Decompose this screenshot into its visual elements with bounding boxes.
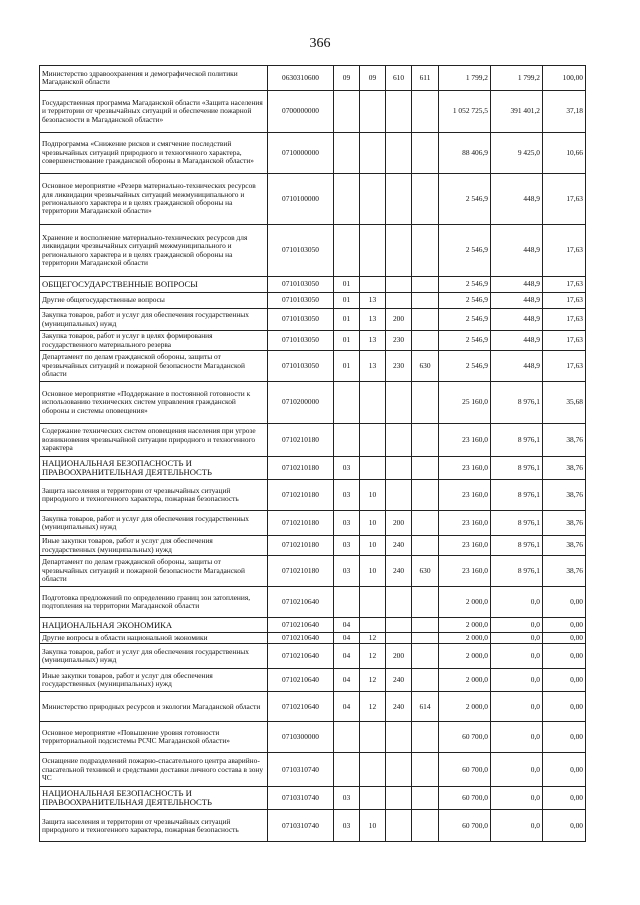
row-name-cell: Государственная программа Магаданской области «Защита населения и территории от чрезвычайных ситуаций и обеспечение пожарной безопасности в Магаданской области» <box>40 91 268 133</box>
row-kv-cell: 630 <box>412 556 439 587</box>
row-name-cell: НАЦИОНАЛЬНАЯ БЕЗОПАСНОСТЬ И ПРАВООХРАНИТЕЛЬНАЯ ДЕЯТЕЛЬНОСТЬ <box>40 787 268 810</box>
row-csr-cell: 0710000000 <box>268 133 334 174</box>
table-row <box>40 382 586 424</box>
row-vr-cell: 200 <box>386 309 412 331</box>
row-rz-cell: 04 <box>334 633 360 644</box>
row-plan-cell: 60 700,0 <box>439 810 491 842</box>
row-pr-cell <box>360 91 386 133</box>
row-plan-cell: 2 000,0 <box>439 644 491 669</box>
row-plan-cell: 2 546,9 <box>439 293 491 309</box>
row-csr-cell: 0710103050 <box>268 225 334 277</box>
row-vr-cell <box>386 810 412 842</box>
row-vr-cell <box>386 457 412 480</box>
row-plan-cell: 2 000,0 <box>439 669 491 692</box>
row-csr-cell: 0700000000 <box>268 91 334 133</box>
row-percent-cell: 0,00 <box>543 587 586 618</box>
row-plan-cell: 60 700,0 <box>439 787 491 810</box>
row-csr-cell: 0710310740 <box>268 787 334 810</box>
row-percent-cell: 10,66 <box>543 133 586 174</box>
row-percent-cell: 38,76 <box>543 457 586 480</box>
table-row <box>40 810 586 842</box>
row-vr-cell: 240 <box>386 669 412 692</box>
row-rz-cell <box>334 587 360 618</box>
row-pr-cell: 13 <box>360 293 386 309</box>
row-rz-cell: 01 <box>334 309 360 331</box>
row-rz-cell <box>334 753 360 787</box>
row-rz-cell: 03 <box>334 787 360 810</box>
row-kv-cell <box>412 382 439 424</box>
row-rz-cell <box>334 91 360 133</box>
row-percent-cell: 0,00 <box>543 633 586 644</box>
row-percent-cell: 17,63 <box>543 309 586 331</box>
row-plan-cell: 2 546,9 <box>439 351 491 382</box>
row-plan-cell: 88 406,9 <box>439 133 491 174</box>
row-rz-cell: 01 <box>334 331 360 351</box>
row-kv-cell <box>412 225 439 277</box>
row-vr-cell <box>386 133 412 174</box>
table-row <box>40 277 586 293</box>
row-kv-cell <box>412 331 439 351</box>
row-csr-cell: 0710210180 <box>268 556 334 587</box>
table-row <box>40 424 586 457</box>
row-vr-cell <box>386 787 412 810</box>
page-number: 366 <box>309 36 331 51</box>
row-fact-cell: 9 425,0 <box>491 133 543 174</box>
row-plan-cell: 23 160,0 <box>439 556 491 587</box>
row-plan-cell: 2 000,0 <box>439 587 491 618</box>
row-kv-cell <box>412 480 439 511</box>
row-fact-cell: 0,0 <box>491 669 543 692</box>
row-vr-cell: 230 <box>386 331 412 351</box>
row-plan-cell: 1 799,2 <box>439 66 491 91</box>
row-kv-cell <box>412 633 439 644</box>
table-row <box>40 293 586 309</box>
row-rz-cell: 03 <box>334 536 360 556</box>
row-csr-cell: 0710210640 <box>268 587 334 618</box>
row-fact-cell: 1 799,2 <box>491 66 543 91</box>
row-pr-cell: 13 <box>360 351 386 382</box>
row-pr-cell: 10 <box>360 480 386 511</box>
row-percent-cell: 0,00 <box>543 722 586 753</box>
row-fact-cell: 391 401,2 <box>491 91 543 133</box>
row-name-cell: Закупка товаров, работ и услуг в целях формирования государственного материального резерва <box>40 331 268 351</box>
row-name-cell: НАЦИОНАЛЬНАЯ БЕЗОПАСНОСТЬ И ПРАВООХРАНИТЕЛЬНАЯ ДЕЯТЕЛЬНОСТЬ <box>40 457 268 480</box>
row-name-cell: Хранение и восполнение материально-технических ресурсов для ликвидации чрезвычайных ситуаций межмуниципального и регионального характера и в целях гражданской обороны на территории Магаданской области <box>40 225 268 277</box>
row-vr-cell <box>386 480 412 511</box>
table-row <box>40 692 586 722</box>
row-csr-cell: 0710310740 <box>268 753 334 787</box>
row-fact-cell: 448,9 <box>491 277 543 293</box>
row-percent-cell: 17,63 <box>543 225 586 277</box>
row-name-cell: ОБЩЕГОСУДАРСТВЕННЫЕ ВОПРОСЫ <box>40 277 268 293</box>
row-rz-cell: 01 <box>334 277 360 293</box>
row-name-cell: Защита населения и территории от чрезвычайных ситуаций природного и техногенного характера, пожарная безопасность <box>40 810 268 842</box>
row-fact-cell: 0,0 <box>491 753 543 787</box>
row-percent-cell: 0,00 <box>543 810 586 842</box>
row-pr-cell <box>360 133 386 174</box>
row-fact-cell: 448,9 <box>491 174 543 225</box>
row-vr-cell: 240 <box>386 536 412 556</box>
row-csr-cell: 0710100000 <box>268 174 334 225</box>
table-row <box>40 556 586 587</box>
row-name-cell: НАЦИОНАЛЬНАЯ ЭКОНОМИКА <box>40 618 268 633</box>
row-csr-cell: 0710210180 <box>268 536 334 556</box>
row-percent-cell: 17,63 <box>543 331 586 351</box>
row-vr-cell <box>386 633 412 644</box>
row-kv-cell <box>412 424 439 457</box>
row-percent-cell: 38,76 <box>543 556 586 587</box>
row-rz-cell: 03 <box>334 810 360 842</box>
row-name-cell: Основное мероприятие «Резерв материально-технических ресурсов для ликвидации чрезвычайных ситуаций межмуниципального и регионального характера и в целях гражданской обороны на территории Магаданской области» <box>40 174 268 225</box>
row-percent-cell: 17,63 <box>543 277 586 293</box>
row-fact-cell: 0,0 <box>491 587 543 618</box>
row-vr-cell: 610 <box>386 66 412 91</box>
row-rz-cell: 03 <box>334 480 360 511</box>
row-pr-cell <box>360 618 386 633</box>
table-row <box>40 536 586 556</box>
row-pr-cell <box>360 382 386 424</box>
row-percent-cell: 38,76 <box>543 536 586 556</box>
row-plan-cell: 2 000,0 <box>439 618 491 633</box>
row-vr-cell: 200 <box>386 511 412 536</box>
row-fact-cell: 0,0 <box>491 722 543 753</box>
row-rz-cell: 04 <box>334 644 360 669</box>
row-name-cell: Содержание технических систем оповещения населения при угрозе возникновения чрезвычайной ситуации природного и техногенного характера <box>40 424 268 457</box>
row-csr-cell: 0710210180 <box>268 511 334 536</box>
row-pr-cell: 10 <box>360 536 386 556</box>
row-csr-cell: 0630310600 <box>268 66 334 91</box>
row-vr-cell <box>386 91 412 133</box>
row-plan-cell: 2 546,9 <box>439 331 491 351</box>
row-percent-cell: 0,00 <box>543 644 586 669</box>
row-vr-cell <box>386 225 412 277</box>
row-kv-cell <box>412 753 439 787</box>
row-percent-cell: 0,00 <box>543 692 586 722</box>
row-fact-cell: 8 976,1 <box>491 536 543 556</box>
table-row <box>40 91 586 133</box>
row-pr-cell: 09 <box>360 66 386 91</box>
row-rz-cell <box>334 225 360 277</box>
row-fact-cell: 448,9 <box>491 309 543 331</box>
row-csr-cell: 0710103050 <box>268 331 334 351</box>
table-row <box>40 133 586 174</box>
row-plan-cell: 2 000,0 <box>439 633 491 644</box>
table-row <box>40 66 586 91</box>
row-plan-cell: 23 160,0 <box>439 424 491 457</box>
row-rz-cell: 04 <box>334 618 360 633</box>
row-vr-cell <box>386 424 412 457</box>
row-rz-cell: 09 <box>334 66 360 91</box>
row-csr-cell: 0710210640 <box>268 618 334 633</box>
row-pr-cell <box>360 225 386 277</box>
row-pr-cell <box>360 424 386 457</box>
table-row <box>40 331 586 351</box>
row-rz-cell <box>334 722 360 753</box>
table-row <box>40 633 586 644</box>
row-name-cell: Оснащение подразделений пожарно-спасательного центра аварийно-спасательной техникой и средствами доставки личного состава в зону ЧС <box>40 753 268 787</box>
row-plan-cell: 60 700,0 <box>439 753 491 787</box>
table-row <box>40 587 586 618</box>
row-csr-cell: 0710210180 <box>268 457 334 480</box>
row-plan-cell: 23 160,0 <box>439 536 491 556</box>
row-percent-cell: 17,63 <box>543 293 586 309</box>
row-percent-cell: 17,63 <box>543 351 586 382</box>
row-kv-cell <box>412 309 439 331</box>
row-percent-cell: 17,63 <box>543 174 586 225</box>
row-kv-cell <box>412 133 439 174</box>
row-plan-cell: 25 160,0 <box>439 382 491 424</box>
row-pr-cell: 13 <box>360 331 386 351</box>
row-vr-cell: 200 <box>386 644 412 669</box>
row-fact-cell: 8 976,1 <box>491 556 543 587</box>
table-row <box>40 618 586 633</box>
row-csr-cell: 0710103050 <box>268 309 334 331</box>
table-body <box>40 66 586 842</box>
row-rz-cell: 03 <box>334 511 360 536</box>
row-fact-cell: 448,9 <box>491 331 543 351</box>
table-row <box>40 787 586 810</box>
row-csr-cell: 0710210640 <box>268 633 334 644</box>
row-vr-cell: 240 <box>386 692 412 722</box>
row-name-cell: Основное мероприятие «Поддержание в постоянной готовности к использованию технических систем управления гражданской обороны и системы оповещения» <box>40 382 268 424</box>
budget-table <box>39 65 586 842</box>
row-fact-cell: 8 976,1 <box>491 480 543 511</box>
row-kv-cell: 611 <box>412 66 439 91</box>
row-csr-cell: 0710310740 <box>268 810 334 842</box>
row-name-cell: Иные закупки товаров, работ и услуг для обеспечения государственных (муниципальных) нужд <box>40 536 268 556</box>
row-plan-cell: 2 546,9 <box>439 309 491 331</box>
row-name-cell: Министерство здравоохранения и демографической политики Магаданской области <box>40 66 268 91</box>
row-rz-cell <box>334 424 360 457</box>
row-kv-cell <box>412 722 439 753</box>
row-csr-cell: 0710210180 <box>268 480 334 511</box>
row-plan-cell: 60 700,0 <box>439 722 491 753</box>
row-pr-cell: 10 <box>360 556 386 587</box>
row-plan-cell: 2 000,0 <box>439 692 491 722</box>
row-csr-cell: 0710200000 <box>268 382 334 424</box>
row-pr-cell <box>360 722 386 753</box>
row-pr-cell: 12 <box>360 692 386 722</box>
row-percent-cell: 100,00 <box>543 66 586 91</box>
row-fact-cell: 0,0 <box>491 692 543 722</box>
row-plan-cell: 23 160,0 <box>439 480 491 511</box>
row-vr-cell <box>386 618 412 633</box>
row-pr-cell <box>360 457 386 480</box>
row-name-cell: Закупка товаров, работ и услуг для обеспечения государственных (муниципальных) нужд <box>40 511 268 536</box>
row-name-cell: Иные закупки товаров, работ и услуг для обеспечения государственных (муниципальных) нужд <box>40 669 268 692</box>
row-kv-cell <box>412 669 439 692</box>
row-rz-cell: 04 <box>334 692 360 722</box>
row-plan-cell: 23 160,0 <box>439 511 491 536</box>
row-name-cell: Закупка товаров, работ и услуг для обеспечения государственных (муниципальных) нужд <box>40 644 268 669</box>
row-csr-cell: 0710210640 <box>268 692 334 722</box>
row-fact-cell: 8 976,1 <box>491 511 543 536</box>
table-row <box>40 644 586 669</box>
row-plan-cell: 2 546,9 <box>439 277 491 293</box>
row-name-cell: Другие вопросы в области национальной экономики <box>40 633 268 644</box>
row-fact-cell: 448,9 <box>491 225 543 277</box>
row-name-cell: Другие общегосударственные вопросы <box>40 293 268 309</box>
row-fact-cell: 448,9 <box>491 293 543 309</box>
row-name-cell: Департамент по делам гражданской обороны, защиты от чрезвычайных ситуаций и пожарной безопасности Магаданской области <box>40 351 268 382</box>
row-plan-cell: 23 160,0 <box>439 457 491 480</box>
row-plan-cell: 2 546,9 <box>439 225 491 277</box>
row-pr-cell <box>360 174 386 225</box>
row-fact-cell: 8 976,1 <box>491 382 543 424</box>
row-csr-cell: 0710210640 <box>268 669 334 692</box>
row-fact-cell: 0,0 <box>491 644 543 669</box>
row-kv-cell <box>412 174 439 225</box>
row-pr-cell: 10 <box>360 810 386 842</box>
row-kv-cell <box>412 536 439 556</box>
row-csr-cell: 0710210180 <box>268 424 334 457</box>
row-csr-cell: 0710103050 <box>268 277 334 293</box>
row-rz-cell: 03 <box>334 556 360 587</box>
row-fact-cell: 0,0 <box>491 810 543 842</box>
row-percent-cell: 0,00 <box>543 787 586 810</box>
row-fact-cell: 0,0 <box>491 787 543 810</box>
row-kv-cell <box>412 618 439 633</box>
row-kv-cell <box>412 457 439 480</box>
table-row <box>40 669 586 692</box>
row-percent-cell: 37,18 <box>543 91 586 133</box>
row-vr-cell <box>386 587 412 618</box>
row-rz-cell: 03 <box>334 457 360 480</box>
row-csr-cell: 0710210640 <box>268 644 334 669</box>
row-kv-cell <box>412 810 439 842</box>
row-plan-cell: 1 052 725,5 <box>439 91 491 133</box>
row-pr-cell <box>360 277 386 293</box>
row-rz-cell <box>334 382 360 424</box>
row-csr-cell: 0710103050 <box>268 351 334 382</box>
row-kv-cell <box>412 587 439 618</box>
row-pr-cell <box>360 787 386 810</box>
row-vr-cell <box>386 174 412 225</box>
row-percent-cell: 38,76 <box>543 424 586 457</box>
table-row <box>40 753 586 787</box>
row-rz-cell <box>334 133 360 174</box>
row-plan-cell: 2 546,9 <box>439 174 491 225</box>
row-vr-cell <box>386 277 412 293</box>
row-kv-cell <box>412 511 439 536</box>
row-pr-cell <box>360 753 386 787</box>
row-rz-cell: 01 <box>334 351 360 382</box>
row-percent-cell: 0,00 <box>543 618 586 633</box>
row-kv-cell <box>412 293 439 309</box>
row-fact-cell: 8 976,1 <box>491 457 543 480</box>
row-name-cell: Закупка товаров, работ и услуг для обеспечения государственных (муниципальных) нужд <box>40 309 268 331</box>
row-rz-cell: 01 <box>334 293 360 309</box>
row-fact-cell: 0,0 <box>491 618 543 633</box>
row-kv-cell <box>412 91 439 133</box>
row-pr-cell: 12 <box>360 644 386 669</box>
table-row <box>40 174 586 225</box>
row-pr-cell: 12 <box>360 669 386 692</box>
row-name-cell: Министерство природных ресурсов и экологии Магаданской области <box>40 692 268 722</box>
row-vr-cell <box>386 722 412 753</box>
row-name-cell: Департамент по делам гражданской обороны, защиты от чрезвычайных ситуаций и пожарной безопасности Магаданской области <box>40 556 268 587</box>
row-kv-cell: 630 <box>412 351 439 382</box>
row-csr-cell: 0710103050 <box>268 293 334 309</box>
row-rz-cell: 04 <box>334 669 360 692</box>
row-rz-cell <box>334 174 360 225</box>
row-percent-cell: 38,76 <box>543 480 586 511</box>
row-fact-cell: 0,0 <box>491 633 543 644</box>
table-row <box>40 225 586 277</box>
row-vr-cell: 240 <box>386 556 412 587</box>
row-kv-cell <box>412 277 439 293</box>
row-vr-cell: 230 <box>386 351 412 382</box>
row-kv-cell <box>412 644 439 669</box>
table-row <box>40 480 586 511</box>
row-pr-cell <box>360 587 386 618</box>
row-percent-cell: 38,76 <box>543 511 586 536</box>
row-percent-cell: 0,00 <box>543 753 586 787</box>
row-vr-cell <box>386 293 412 309</box>
row-fact-cell: 8 976,1 <box>491 424 543 457</box>
row-kv-cell <box>412 787 439 810</box>
row-pr-cell: 10 <box>360 511 386 536</box>
row-percent-cell: 35,68 <box>543 382 586 424</box>
row-name-cell: Основное мероприятие «Повышение уровня готовности территориальной подсистемы РСЧС Магаданской области» <box>40 722 268 753</box>
row-name-cell: Подпрограмма «Снижение рисков и смягчение последствий чрезвычайных ситуаций природного и техногенного характера, совершенствование гражданской обороны в Магаданской области» <box>40 133 268 174</box>
table-row <box>40 309 586 331</box>
table-row <box>40 722 586 753</box>
row-vr-cell <box>386 753 412 787</box>
row-pr-cell: 13 <box>360 309 386 331</box>
row-vr-cell <box>386 382 412 424</box>
row-csr-cell: 0710300000 <box>268 722 334 753</box>
row-percent-cell: 0,00 <box>543 669 586 692</box>
row-fact-cell: 448,9 <box>491 351 543 382</box>
table-row <box>40 351 586 382</box>
row-name-cell: Защита населения и территории от чрезвычайных ситуаций природного и техногенного характера, пожарная безопасность <box>40 480 268 511</box>
row-kv-cell: 614 <box>412 692 439 722</box>
row-name-cell: Подготовка предложений по определению границ зон затопления, подтопления на территории Магаданской области <box>40 587 268 618</box>
table-row <box>40 511 586 536</box>
table-row <box>40 457 586 480</box>
row-pr-cell: 12 <box>360 633 386 644</box>
